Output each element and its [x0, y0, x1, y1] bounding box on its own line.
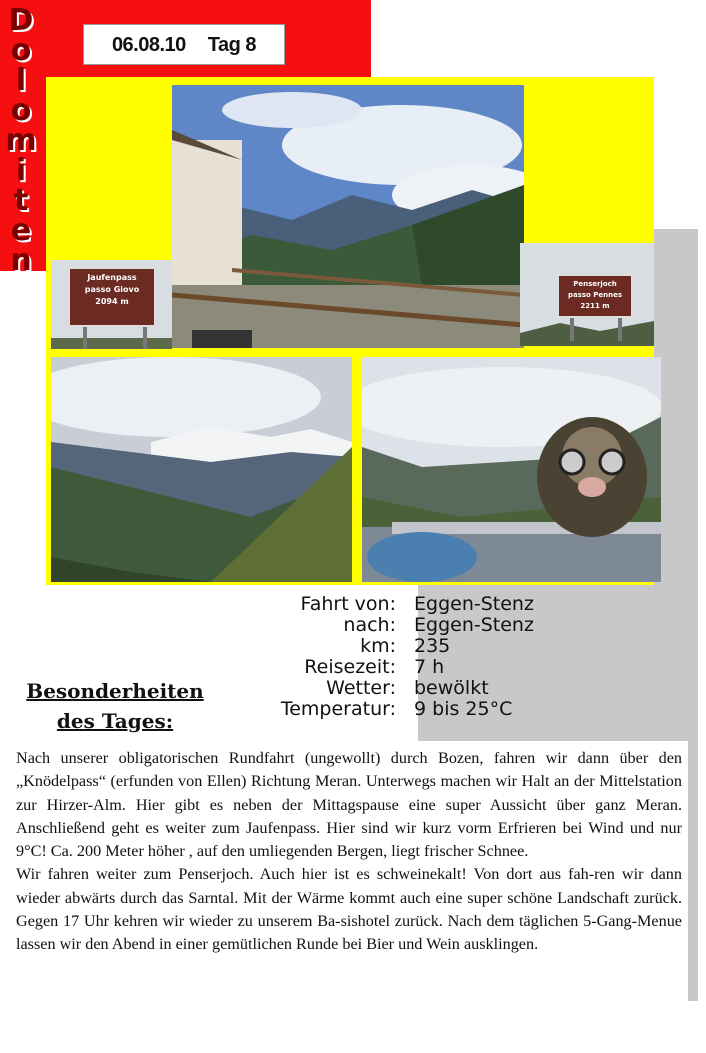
mascot-motorcycle-photo — [362, 357, 661, 582]
sign-right-line1: Penserjoch — [573, 280, 617, 288]
trip-row-duration — [258, 657, 588, 678]
trip-value: Eggen-Stenz — [414, 614, 534, 636]
title-letter: e — [10, 213, 32, 248]
title-letter: l — [15, 63, 27, 98]
date-box — [83, 24, 285, 65]
sign-right-line2: passo Pennes — [567, 291, 623, 299]
story-paragraph-2: Wir fahren weiter zum Penserjoch. Auch hier ist es schweinekalt! Von dort aus fah-ren wir dann wieder abwärts durch das Sarntal. Mit der Wärme kommt auch eine super schöne Landschaft zurück. Gegen 17 Uhr kehren wir wieder zu unserem Ba-sishotel zurück. Nach dem täglichen 5-Gang-Menue lassen wir den Abend in einer gemütlichen Runde bei Bier und Wein ausklingen. — [16, 865, 682, 954]
title-letter: n — [10, 243, 32, 278]
date-label: 06.08.10 — [111, 34, 186, 56]
vertical-title-dolomiten — [2, 3, 40, 278]
title-letter: i — [15, 153, 27, 188]
trip-info-table — [258, 594, 588, 720]
trip-label: Temperatur: — [280, 698, 396, 720]
trip-row-km — [258, 636, 588, 657]
trip-value: 235 — [414, 635, 451, 657]
sign-left-line1: Jaufenpass — [87, 273, 137, 282]
trip-value: 9 bis 25°C — [414, 698, 513, 720]
trip-label: km: — [360, 635, 396, 657]
penserjoch-sign-photo — [520, 243, 654, 346]
trip-row-from — [258, 594, 588, 615]
special-heading — [20, 676, 210, 736]
trip-row-weather — [258, 678, 588, 699]
story-text-box — [8, 741, 688, 1003]
title-letter: D — [8, 3, 34, 38]
valley-snow-photo — [51, 357, 352, 582]
sign-left-line2: passo Giovo — [84, 285, 140, 294]
trip-row-to — [258, 615, 588, 636]
trip-value: Eggen-Stenz — [414, 593, 534, 615]
title-letter: m — [5, 123, 37, 158]
trip-label: Fahrt von: — [300, 593, 396, 615]
title-letter: o — [10, 33, 32, 68]
trip-label: nach: — [343, 614, 396, 636]
trip-label: Reisezeit: — [304, 656, 396, 678]
day-label: Tag 8 — [207, 34, 257, 56]
title-letter: t — [13, 183, 29, 218]
trip-row-temperature — [258, 699, 588, 720]
special-heading-line2: des Tages: — [56, 709, 174, 733]
special-heading-line1: Besonderheiten — [26, 679, 204, 703]
jaufenpass-sign-photo — [51, 260, 172, 349]
trip-value: bewölkt — [414, 677, 489, 699]
story-paragraph-1: Nach unserer obligatorischen Rundfahrt (ungewollt) durch Bozen, fahren wir dann über den „Knödelpass“ (erfunden von Ellen) Richtung Meran. Unterwegs machen wir Halt an der Mittelstation zur Hirzer-Alm. Hier gibt es neben der Mittagspause eine super Aussicht über ganz Meran. Anschließend geht es weiter zum Jaufenpass. Hier sind wir kurz vorm Erfrieren bei Wind und nur 9°C! Ca. 200 Meter höher , auf den umliegenden Bergen, liegt frischer Schnee. — [16, 749, 682, 861]
sign-left-line3: 2094 m — [95, 297, 129, 306]
meran-view-photo — [172, 85, 524, 348]
trip-label: Wetter: — [326, 677, 396, 699]
sign-right-line3: 2211 m — [580, 302, 610, 310]
trip-value: 7 h — [414, 656, 445, 678]
title-letter: o — [10, 93, 32, 128]
